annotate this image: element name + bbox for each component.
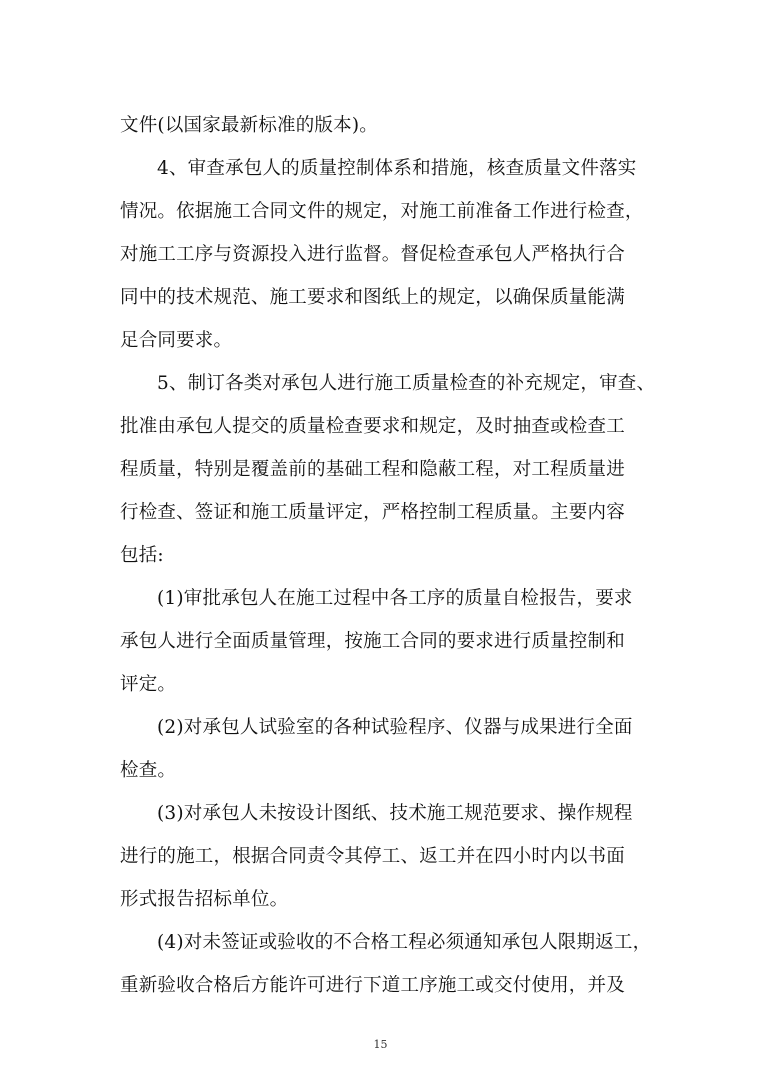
text-line: 行检查、签证和施工质量评定，严格控制工程质量。主要内容 <box>120 502 625 523</box>
text-line: 情况。依据施工合同文件的规定，对施工前准备工作进行检查， <box>120 201 644 222</box>
text-line: (4)对未签证或验收的不合格工程必须通知承包人限期返工， <box>157 932 652 953</box>
text-line: 程质量，特别是覆盖前的基础工程和隐蔽工程，对工程质量进 <box>120 459 625 480</box>
page-number: 15 <box>373 1038 388 1051</box>
text-line: (1)审批承包人在施工过程中各工序的质量自检报告，要求 <box>157 588 633 609</box>
text-line: 同中的技术规范、施工要求和图纸上的规定，以确保质量能满 <box>120 287 625 308</box>
document-body <box>120 104 656 1007</box>
text-line: 4、审查承包人的质量控制体系和措施，核查质量文件落实 <box>157 158 637 179</box>
text-line: 重新验收合格后方能许可进行下道工序施工或交付使用，并及 <box>120 975 625 996</box>
text-line: 对施工工序与资源投入进行监督。督促检查承包人严格执行合 <box>120 244 625 265</box>
text-line: 评定。 <box>120 674 177 695</box>
text-line: 承包人进行全面质量管理，按施工合同的要求进行质量控制和 <box>120 631 625 652</box>
text-line: 足合同要求。 <box>120 330 233 351</box>
text-line: 检查。 <box>120 760 177 781</box>
text-line: (2)对承包人试验室的各种试验程序、仪器与成果进行全面 <box>157 717 633 738</box>
text-line: 批准由承包人提交的质量检查要求和规定，及时抽查或检查工 <box>120 416 625 437</box>
text-line: 5、制订各类对承包人进行施工质量检查的补充规定，审查、 <box>157 373 656 394</box>
text-line: 文件(以国家最新标准的版本)。 <box>120 115 378 136</box>
text-line: (3)对承包人未按设计图纸、技术施工规范要求、操作规程 <box>157 803 633 824</box>
text-line: 形式报告招标单位。 <box>120 889 289 910</box>
text-line: 包括: <box>120 545 164 566</box>
text-line: 进行的施工，根据合同责令其停工、返工并在四小时内以书面 <box>120 846 625 867</box>
